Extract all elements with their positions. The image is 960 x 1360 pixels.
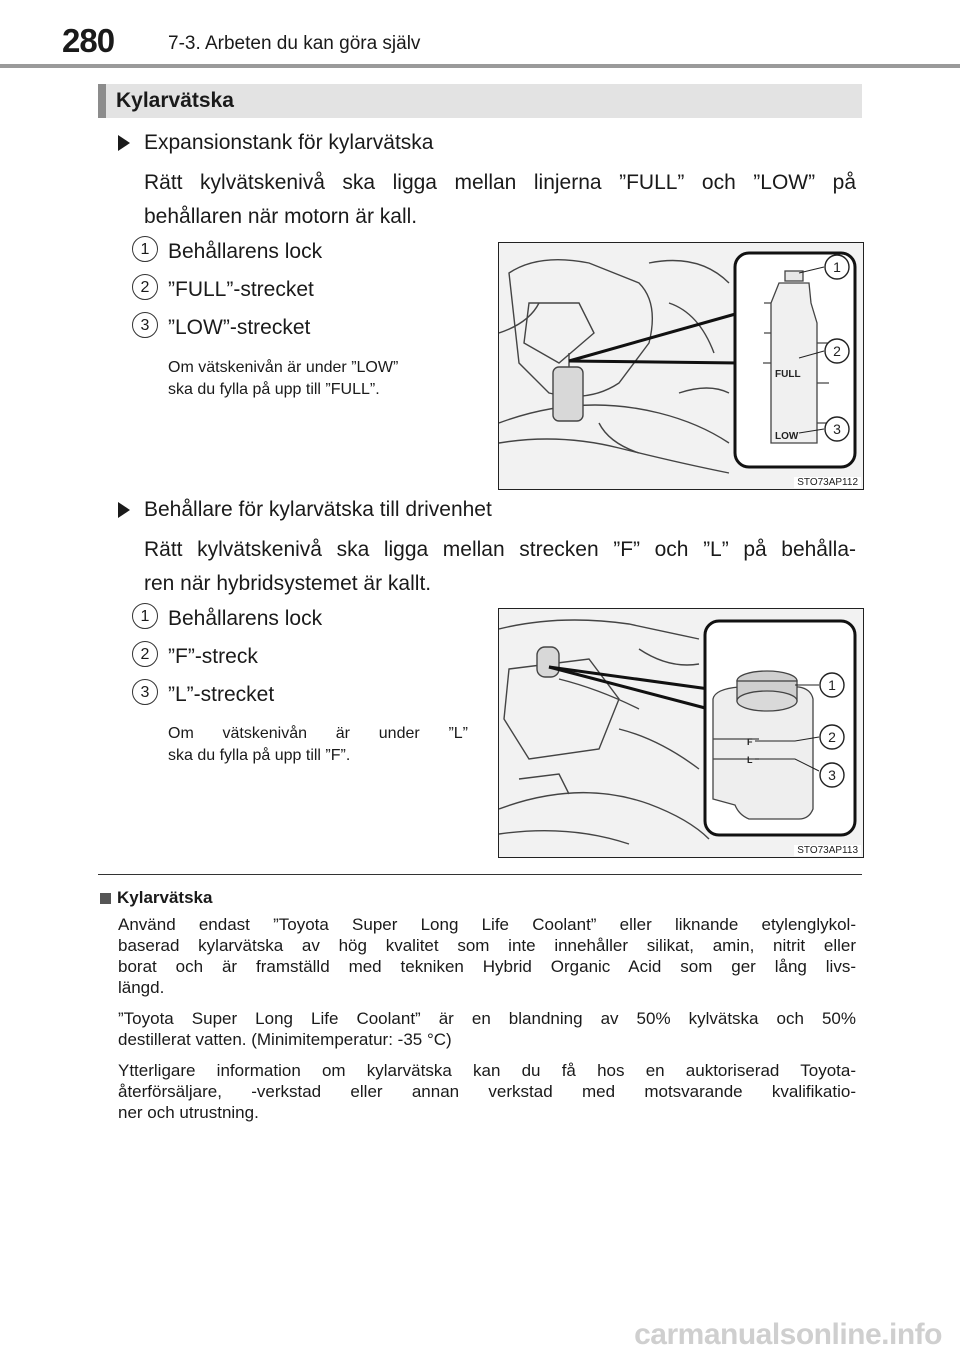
full-mark-label: FULL — [775, 369, 801, 380]
item-number-badge: 1 — [132, 603, 158, 629]
block1-heading: Expansionstank för kylarvätska — [144, 131, 434, 154]
block1-item-2-label: ”FULL”-strecket — [168, 278, 314, 301]
block1-item-3-label: ”LOW”-strecket — [168, 316, 311, 339]
item-number-badge: 2 — [132, 641, 158, 667]
section-title-bar — [98, 84, 862, 118]
figure-code: STO73AP112 — [794, 477, 861, 488]
callout-3: 3 — [828, 767, 836, 783]
callout-3: 3 — [833, 421, 841, 437]
callout-2: 2 — [833, 343, 841, 359]
item-number-badge: 3 — [132, 679, 158, 705]
figure-expansion-tank — [498, 242, 864, 490]
notes-p3-line1: Ytterligare information om kylarvätska kan du få hos en auktoriserad Toyota- — [118, 1061, 856, 1080]
block1-note-line2: ska du fylla på upp till ”FULL”. — [168, 381, 380, 398]
figure-drive-unit-reservoir — [498, 608, 864, 858]
callout-2: 2 — [828, 729, 836, 745]
block1-body-line1: Rätt kylvätskenivå ska ligga mellan linjerna ”FULL” och ”LOW” på — [144, 171, 856, 194]
block2-item-3-label: ”L”-strecket — [168, 683, 275, 706]
f-mark-label: F — [747, 737, 753, 747]
block2-body-line1: Rätt kylvätskenivå ska ligga mellan strecken ”F” och ”L” på behålla- — [144, 538, 856, 561]
notes-p3-line3: ner och utrustning. — [118, 1103, 259, 1122]
notes-p1-line4: längd. — [118, 978, 165, 997]
block2-note-line2: ska du fylla på upp till ”F”. — [168, 747, 351, 764]
figure-code: STO73AP113 — [794, 845, 861, 856]
square-bullet-icon — [100, 893, 111, 904]
notes-title: Kylarvätska — [117, 888, 213, 907]
l-mark-label: L — [747, 755, 753, 765]
block2-heading: Behållare för kylarvätska till drivenhet — [144, 498, 492, 521]
callout-1: 1 — [828, 677, 836, 693]
notes-p1-line1: Använd endast ”Toyota Super Long Life Coolant” eller liknande etylenglykol- — [118, 915, 856, 934]
block1-body-line2: behållaren när motorn är kall. — [144, 205, 418, 228]
section-title: Kylarvätska — [116, 89, 234, 112]
header-rule — [0, 64, 960, 68]
callout-1: 1 — [833, 259, 841, 275]
item-number-badge: 2 — [132, 274, 158, 300]
drive-unit-reservoir-illustration — [499, 609, 863, 857]
block1-note-line1: Om vätskenivån är under ”LOW” — [168, 359, 399, 376]
triangle-bullet-icon — [118, 135, 130, 151]
notes-p3-line2: återförsäljare, -verkstad eller annan verkstad med motsvarande kvalifikatio- — [118, 1082, 856, 1101]
watermark: carmanualsonline.info — [634, 1318, 942, 1351]
block2-body-line2: ren när hybridsystemet är kallt. — [144, 572, 432, 595]
triangle-bullet-icon — [118, 502, 130, 518]
block1-item-1-label: Behållarens lock — [168, 240, 323, 263]
block2-item-1-label: Behållarens lock — [168, 607, 323, 630]
block2-note-line1: Om vätskenivån är under ”L” — [168, 725, 468, 742]
notes-p1-line2: baserad kylarvätska av hög kvalitet som inte innehåller silikat, amin, nitrit eller — [118, 936, 856, 955]
section-bar-marker — [98, 84, 106, 118]
item-number-badge: 1 — [132, 236, 158, 262]
low-mark-label: LOW — [775, 431, 799, 442]
notes-divider — [98, 874, 862, 875]
page-number: 280 — [62, 22, 115, 59]
block2-item-2-label: ”F”-streck — [168, 645, 258, 668]
notes-p2-line1: ”Toyota Super Long Life Coolant” är en blandning av 50% kylvätska och 50% — [118, 1009, 856, 1028]
notes-p2-line2: destillerat vatten. (Minimitemperatur: -35 °C) — [118, 1030, 452, 1049]
notes-p1-line3: borat och är framställd med tekniken Hybrid Organic Acid som ger lång livs- — [118, 957, 856, 976]
expansion-tank-illustration — [499, 243, 863, 489]
running-head: 7-3. Arbeten du kan göra själv — [168, 33, 421, 54]
item-number-badge: 3 — [132, 312, 158, 338]
